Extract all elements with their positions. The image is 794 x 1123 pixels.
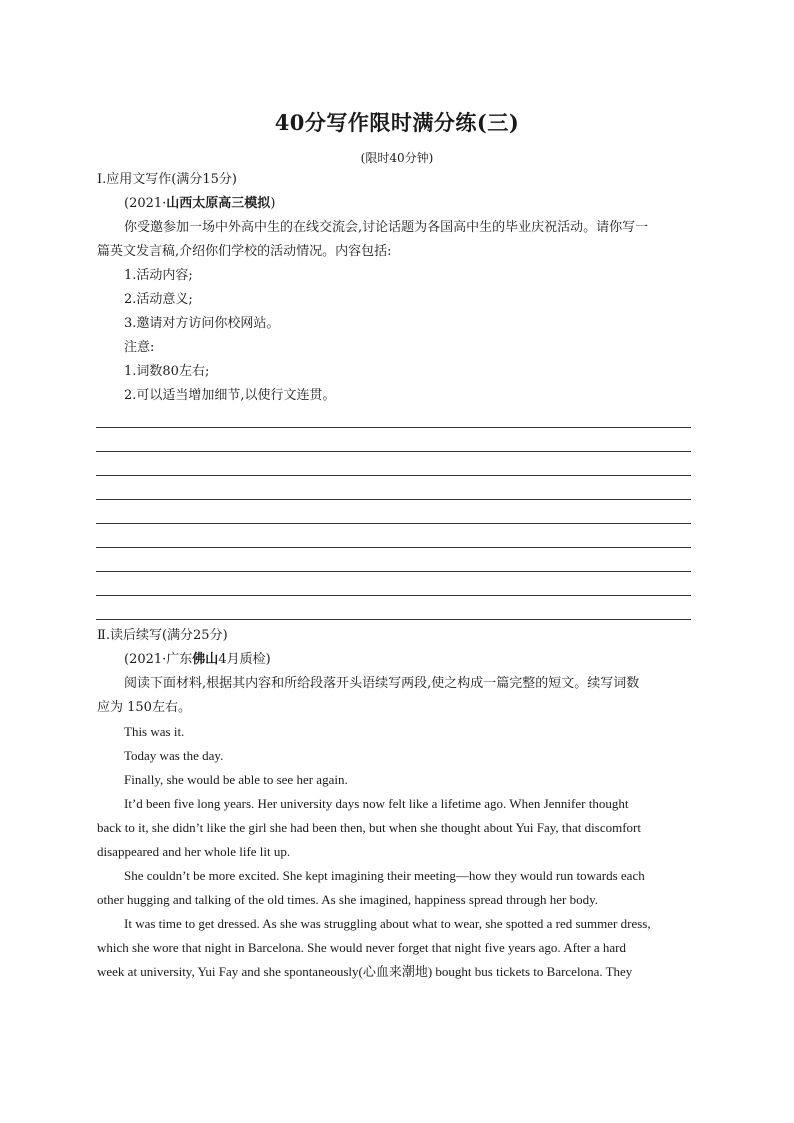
section1-note1: 1.词数80左右; bbox=[124, 364, 210, 379]
writing-line bbox=[96, 523, 691, 524]
writing-line bbox=[96, 547, 691, 548]
section1-source bbox=[124, 196, 275, 212]
section1-source-suffix: ) bbox=[270, 196, 276, 211]
story-paragraph-3: Finally, she would be able to see her again. bbox=[124, 772, 348, 787]
story-paragraph-6-line1: It was time to get dressed. As she was struggling about what to wear, she spotted a red summer dress, bbox=[124, 916, 651, 931]
writing-line bbox=[96, 427, 691, 428]
section1-heading: Ⅰ.应用文写作(满分15分) bbox=[97, 172, 237, 187]
section1-item3: 3.邀请对方访问你校网站。 bbox=[124, 316, 280, 331]
section1-source-prefix: (2021· bbox=[124, 196, 167, 211]
writing-line bbox=[96, 499, 691, 500]
section1-prompt-line1: 你受邀参加一场中外高中生的在线交流会,讨论话题为各国高中生的毕业庆祝活动。请你写一 bbox=[124, 220, 649, 235]
time-limit: (限时40分钟) bbox=[360, 151, 434, 165]
writing-line bbox=[96, 451, 691, 452]
story-paragraph-4-line2: back to it, she didn’t like the girl she had been then, but when she thought about Yui Fay, that discomfort bbox=[97, 820, 641, 835]
story-paragraph-6-line2: which she wore that night in Barcelona. She would never forget that night five years ago. After a hard bbox=[97, 940, 626, 955]
section1-item2: 2.活动意义; bbox=[124, 292, 193, 307]
story-paragraph-5-line1: She couldn’t be more excited. She kept imagining their meeting—how they would run towards each bbox=[124, 868, 645, 883]
section1-prompt-line2: 篇英文发言稿,介绍你们学校的活动情况。内容包括: bbox=[97, 244, 392, 259]
section1-note2: 2.可以适当增加细节,以使行文连贯。 bbox=[124, 388, 336, 403]
section2-heading: Ⅱ.读后续写(满分25分) bbox=[97, 628, 228, 643]
story-paragraph-6-line3: week at university, Yui Fay and she spontaneously(心血来潮地) bought bus tickets to Barcelona. They bbox=[97, 964, 633, 979]
writing-line bbox=[96, 571, 691, 572]
story-paragraph-5-line2: other hugging and talking of the old times. As she imagined, happiness spread through her body. bbox=[97, 892, 599, 907]
writing-line bbox=[96, 619, 691, 620]
story-paragraph-1: This was it. bbox=[124, 724, 185, 739]
story-paragraph-4-line3: disappeared and her whole life lit up. bbox=[97, 844, 291, 859]
section2-source-bold: 佛山 bbox=[192, 652, 219, 667]
section1-item1: 1.活动内容; bbox=[124, 268, 193, 283]
section2-prompt-line1: 阅读下面材料,根据其内容和所给段落开头语续写两段,使之构成一篇完整的短文。续写词数 bbox=[124, 676, 640, 691]
section2-source bbox=[124, 652, 271, 668]
story-paragraph-4-line1: It’d been five long years. Her university days now felt like a lifetime ago. When Jennifer thought bbox=[124, 796, 629, 811]
story-paragraph-2: Today was the day. bbox=[124, 748, 224, 763]
section2-prompt-line2: 应为 150左右。 bbox=[97, 700, 191, 715]
section2-source-suffix: 4月质检) bbox=[218, 652, 271, 667]
writing-line bbox=[96, 595, 691, 596]
section1-source-bold: 山西太原高三模拟 bbox=[166, 196, 271, 211]
page-title: 40分写作限时满分练(三) bbox=[274, 110, 520, 135]
writing-line bbox=[96, 475, 691, 476]
section1-note-label: 注意: bbox=[124, 340, 155, 355]
section2-source-prefix: (2021·广东 bbox=[124, 652, 193, 667]
